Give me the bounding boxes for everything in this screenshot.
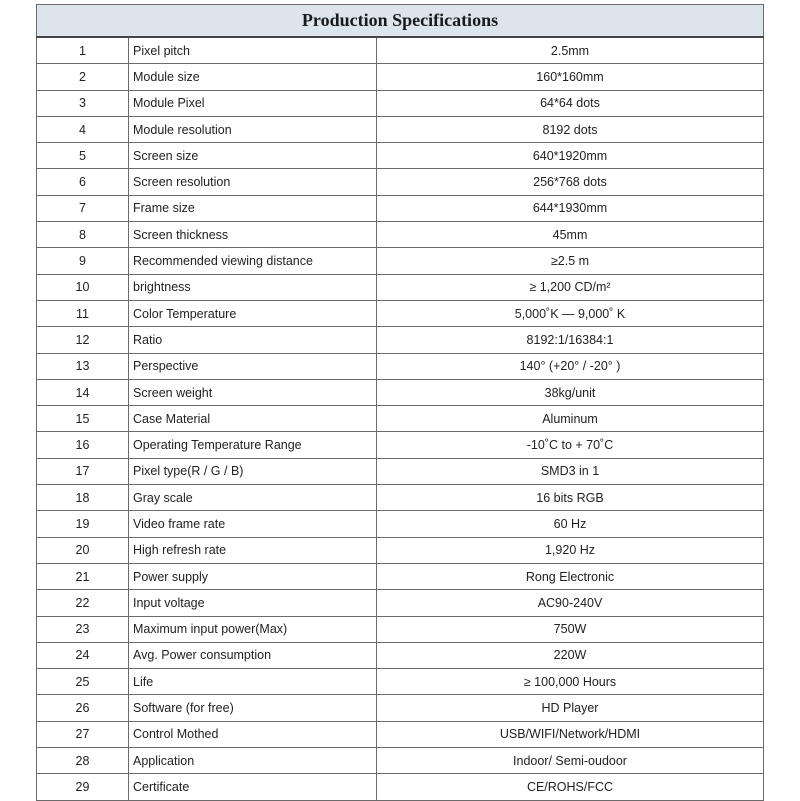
value-cell: 160*160mm [377,64,764,90]
parameter-cell: Screen size [129,143,377,169]
row-number: 21 [37,563,129,589]
table-row [37,379,764,405]
parameter-cell: brightness [129,274,377,300]
parameter-cell: Module size [129,64,377,90]
table-row [37,590,764,616]
table-row [37,327,764,353]
parameter-cell: Power supply [129,563,377,589]
value-cell: Indoor/ Semi-oudoor [377,748,764,774]
row-number: 16 [37,432,129,458]
value-cell: ≥ 1,200 CD/m² [377,274,764,300]
table-row [37,537,764,563]
row-number: 28 [37,748,129,774]
table-row [37,642,764,668]
value-cell: SMD3 in 1 [377,458,764,484]
parameter-cell: Ratio [129,327,377,353]
row-number: 19 [37,511,129,537]
row-number: 14 [37,379,129,405]
parameter-cell: Screen weight [129,379,377,405]
row-number: 29 [37,774,129,800]
value-cell: -10˚C to + 70˚C [377,432,764,458]
row-number: 20 [37,537,129,563]
parameter-cell: Frame size [129,195,377,221]
parameter-cell: Perspective [129,353,377,379]
parameter-cell: Operating Temperature Range [129,432,377,458]
row-number: 2 [37,64,129,90]
value-cell: 640*1920mm [377,143,764,169]
table-row [37,616,764,642]
parameter-cell: Control Mothed [129,721,377,747]
value-cell: 2.5mm [377,37,764,64]
value-cell: 750W [377,616,764,642]
parameter-cell: Screen resolution [129,169,377,195]
row-number: 4 [37,116,129,142]
row-number: 27 [37,721,129,747]
table-row [37,563,764,589]
table-row [37,169,764,195]
table-row [37,353,764,379]
row-number: 10 [37,274,129,300]
table-row [37,222,764,248]
table-row [37,143,764,169]
table-row [37,274,764,300]
value-cell: 140° (+20° / -20° ) [377,353,764,379]
row-number: 26 [37,695,129,721]
row-number: 22 [37,590,129,616]
row-number: 7 [37,195,129,221]
table-row [37,774,764,800]
value-cell: 256*768 dots [377,169,764,195]
row-number: 15 [37,406,129,432]
value-cell: 5,000˚K — 9,000˚ K [377,300,764,326]
table-row [37,300,764,326]
row-number: 6 [37,169,129,195]
parameter-cell: Color Temperature [129,300,377,326]
value-cell: 60 Hz [377,511,764,537]
value-cell: 38kg/unit [377,379,764,405]
row-number: 9 [37,248,129,274]
value-cell: AC90-240V [377,590,764,616]
parameter-cell: Module resolution [129,116,377,142]
parameter-cell: Input voltage [129,590,377,616]
table-row [37,248,764,274]
value-cell: USB/WIFI/Network/HDMI [377,721,764,747]
value-cell: ≥ 100,000 Hours [377,669,764,695]
parameter-cell: Life [129,669,377,695]
parameter-cell: Maximum input power(Max) [129,616,377,642]
row-number: 11 [37,300,129,326]
row-number: 12 [37,327,129,353]
row-number: 17 [37,458,129,484]
parameter-cell: High refresh rate [129,537,377,563]
row-number: 3 [37,90,129,116]
table-row [37,195,764,221]
table-row [37,511,764,537]
row-number: 8 [37,222,129,248]
row-number: 5 [37,143,129,169]
parameter-cell: Software (for free) [129,695,377,721]
parameter-cell: Recommended viewing distance [129,248,377,274]
table-body [37,37,764,800]
parameter-cell: Avg. Power consumption [129,642,377,668]
value-cell: 8192:1/16384:1 [377,327,764,353]
value-cell: 1,920 Hz [377,537,764,563]
parameter-cell: Pixel pitch [129,37,377,64]
parameter-cell: Case Material [129,406,377,432]
table-row [37,695,764,721]
parameter-cell: Gray scale [129,485,377,511]
value-cell: Aluminum [377,406,764,432]
table-header-row [37,5,764,38]
table-row [37,64,764,90]
row-number: 18 [37,485,129,511]
table-title: Production Specifications [37,5,764,38]
value-cell: 8192 dots [377,116,764,142]
table-row [37,669,764,695]
value-cell: 45mm [377,222,764,248]
value-cell: HD Player [377,695,764,721]
row-number: 13 [37,353,129,379]
parameter-cell: Video frame rate [129,511,377,537]
table-row [37,432,764,458]
spec-table [36,4,764,801]
row-number: 25 [37,669,129,695]
value-cell: 16 bits RGB [377,485,764,511]
parameter-cell: Pixel type(R / G / B) [129,458,377,484]
table-row [37,748,764,774]
table-row [37,90,764,116]
value-cell: 64*64 dots [377,90,764,116]
table-row [37,485,764,511]
value-cell: 220W [377,642,764,668]
parameter-cell: Certificate [129,774,377,800]
table-row [37,116,764,142]
parameter-cell: Module Pixel [129,90,377,116]
row-number: 23 [37,616,129,642]
value-cell: ≥2.5 m [377,248,764,274]
table-row [37,37,764,64]
parameter-cell: Application [129,748,377,774]
table-row [37,721,764,747]
row-number: 1 [37,37,129,64]
value-cell: Rong Electronic [377,563,764,589]
value-cell: CE/ROHS/FCC [377,774,764,800]
table-row [37,406,764,432]
parameter-cell: Screen thickness [129,222,377,248]
row-number: 24 [37,642,129,668]
value-cell: 644*1930mm [377,195,764,221]
table-row [37,458,764,484]
